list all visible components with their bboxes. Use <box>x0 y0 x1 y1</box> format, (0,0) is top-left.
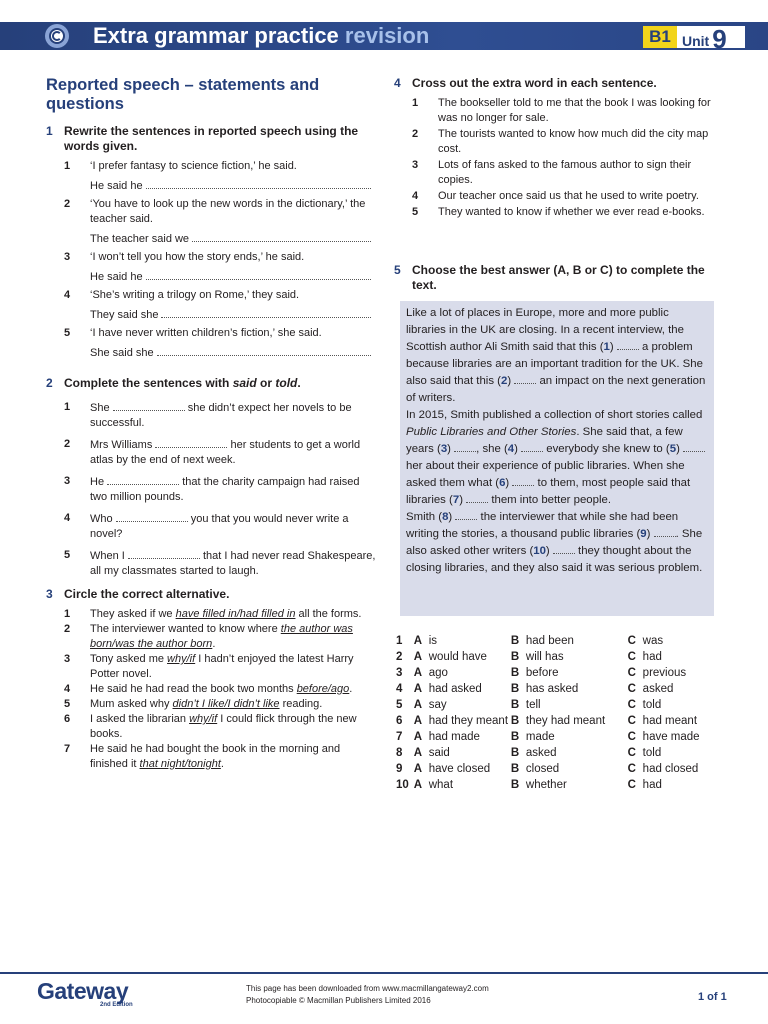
choice-option-b[interactable] <box>511 681 628 697</box>
choice-text: had <box>642 779 662 791</box>
choice-text: had <box>642 651 662 663</box>
item-post: all the forms. <box>295 608 362 620</box>
choice-letter: A <box>413 667 423 679</box>
item-pre: The interviewer wanted to know where <box>90 623 281 635</box>
choice-letter: C <box>627 715 636 727</box>
choice-text: was <box>642 635 664 647</box>
item-number: 2 <box>64 198 71 210</box>
exercise-instruction: Choose the best answer (A, B or C) to complete the text. <box>412 263 705 292</box>
exercise-3 <box>46 587 376 772</box>
item-body <box>82 697 376 712</box>
list-item <box>46 511 376 542</box>
edition-label: 2nd Edition <box>100 1002 133 1008</box>
item-number: 2 <box>64 623 71 635</box>
item-sentence[interactable]: They wanted to know if whether we ever read e-books. <box>438 206 705 218</box>
item-body <box>82 474 376 505</box>
choice-row <box>396 633 716 649</box>
choice-text: said <box>428 747 450 759</box>
gap-4[interactable] <box>521 442 543 452</box>
choice-number: 2 <box>396 651 403 663</box>
item-pre: He said he had read the book two months <box>90 683 297 695</box>
choice-option-c[interactable] <box>628 713 716 729</box>
exercise-3-heading <box>46 587 376 602</box>
answer-blank[interactable] <box>161 307 371 318</box>
item-pre: He said he had bought the book in the morning and finished it <box>90 743 341 770</box>
choice-text: has asked <box>525 683 579 695</box>
item-number: 2 <box>64 438 71 450</box>
item-number: 1 <box>412 97 419 109</box>
item-number: 5 <box>64 698 71 710</box>
item-body <box>82 622 376 652</box>
exercise-3-items <box>46 607 376 772</box>
gap-10[interactable] <box>553 544 575 554</box>
list-item <box>46 250 376 285</box>
choice-text: is <box>428 635 438 647</box>
choice-letter: C <box>627 635 636 647</box>
list-item <box>46 197 376 247</box>
choice-option-a[interactable] <box>410 681 511 697</box>
choice-text: had meant <box>642 715 698 727</box>
choice-option-b[interactable] <box>511 713 628 729</box>
choice-letter: C <box>627 651 636 663</box>
choice-text: will has <box>525 651 564 663</box>
list-item <box>46 712 376 742</box>
item-pre: They asked if we <box>90 608 176 620</box>
choice-option-b[interactable] <box>511 633 628 649</box>
exercise-1-items <box>46 159 376 361</box>
gap-5[interactable] <box>683 442 705 452</box>
answer-line <box>90 178 376 194</box>
choice-letter: A <box>413 747 423 759</box>
list-item <box>394 189 718 204</box>
list-item <box>46 326 376 361</box>
choice-letter: C <box>627 683 636 695</box>
page-title <box>93 22 429 50</box>
list-item <box>394 96 718 126</box>
item-prompt: ‘I won’t tell you how the story ends,’ he said. <box>90 251 305 263</box>
choice-text: asked <box>525 747 557 759</box>
answer-blank[interactable] <box>146 178 371 189</box>
exercise-5-heading <box>394 263 718 293</box>
choice-option-b[interactable] <box>511 777 628 793</box>
choice-option-a[interactable] <box>410 633 511 649</box>
list-item <box>46 474 376 505</box>
choice-letter: A <box>413 699 423 711</box>
list-item <box>46 288 376 323</box>
answer-blank[interactable] <box>128 548 200 559</box>
choice-letter: A <box>413 683 423 695</box>
item-body <box>82 288 376 323</box>
choice-option-b[interactable] <box>511 761 628 777</box>
text-paragraph-2: In 2015, Smith published a collection of short stories called Public Libraries and Other Stories. She said that, a few years (3) , she (4) everybody she knew to (5) her about their experience of public libraries. When she asked them what (6) to them, most people said that libraries (7) them into better people. <box>406 407 708 509</box>
item-number: 3 <box>64 475 71 487</box>
item-body <box>82 159 376 194</box>
choice-letter: B <box>510 747 520 759</box>
answer-line <box>90 345 376 361</box>
answer-choices <box>396 633 716 793</box>
exercise-2-items <box>46 400 376 579</box>
choice-letter: C <box>627 747 636 759</box>
item-prompt: ‘She’s writing a trilogy on Rome,’ they said. <box>90 289 300 301</box>
item-number: 5 <box>64 549 71 561</box>
answer-blank[interactable] <box>107 474 179 485</box>
footer-copyright: Photocopiable © Macmillan Publishers Limited 2016 <box>246 996 431 1005</box>
choice-letter: A <box>413 779 423 791</box>
alternative-choice[interactable]: why/if <box>167 653 196 665</box>
choice-option-b[interactable] <box>511 729 628 745</box>
item-prompt: ‘I have never written children’s fiction,’ she said. <box>90 327 322 339</box>
gateway-logo: Gateway <box>37 978 129 1004</box>
choice-text: had closed <box>642 763 699 775</box>
exercise-number: 5 <box>394 263 401 277</box>
gap-3[interactable] <box>454 442 476 452</box>
alternative-choice[interactable]: why/if <box>189 713 218 725</box>
choice-text: have closed <box>428 763 491 775</box>
item-post: reading. <box>279 698 323 710</box>
list-item <box>394 127 718 157</box>
list-item <box>394 158 718 188</box>
item-prompt: ‘I prefer fantasy to science fiction,’ he said. <box>90 160 297 172</box>
choice-text: closed <box>525 763 560 775</box>
alternative-choice[interactable]: before/ago <box>296 683 350 695</box>
footer-download-note: This page has been downloaded from www.macmillangateway2.com <box>246 984 489 993</box>
header-bar <box>0 22 768 54</box>
exercise-4-heading <box>394 76 718 91</box>
choice-text: before <box>525 667 559 679</box>
exercise-number: 4 <box>394 76 401 90</box>
reading-text-box <box>396 301 714 616</box>
choice-number: 1 <box>396 635 403 647</box>
text-paragraph-3: Smith (8) the interviewer that while she had been writing the stories, a thousand public libraries (9) . She also asked other writers (10) they thought about the closing libraries, and they also said it was serious problem. <box>406 511 703 574</box>
choice-number: 4 <box>396 683 403 695</box>
choice-option-c[interactable] <box>628 745 716 761</box>
list-item <box>46 697 376 712</box>
choice-row <box>396 713 716 729</box>
choice-text: had they meant <box>428 715 509 727</box>
choice-letter: C <box>627 667 636 679</box>
choice-letter: C <box>627 763 636 775</box>
item-body <box>82 437 376 468</box>
choice-option-c[interactable] <box>628 777 716 793</box>
alternative-choice[interactable]: didn’t I like/I didn’t like <box>172 698 280 710</box>
item-sentence[interactable]: The bookseller told to me that the book I was looking for was no longer for sale. <box>438 97 711 124</box>
gap-8[interactable] <box>455 510 477 520</box>
choice-letter: B <box>510 731 520 743</box>
item-sentence[interactable]: Our teacher once said us that he used to write poetry. <box>438 190 699 202</box>
choice-option-a[interactable] <box>410 713 511 729</box>
item-post: that I had never read Shakespeare, all my classmates started to laugh. <box>90 550 376 577</box>
item-post: I hadn’t enjoyed the latest Harry Potter novel. <box>90 653 354 680</box>
item-number: 4 <box>64 683 71 695</box>
answer-start: She said she <box>90 347 154 359</box>
item-number: 4 <box>412 190 419 202</box>
item-pre: Who <box>90 513 113 525</box>
exercise-1 <box>46 124 376 364</box>
exercise-number: 3 <box>46 587 53 601</box>
choice-number: 8 <box>396 747 403 759</box>
item-sentence[interactable]: Lots of fans asked to the famous author to sign their copies. <box>438 159 692 186</box>
choice-letter: B <box>510 715 520 727</box>
answer-line <box>90 269 376 285</box>
choice-option-a[interactable] <box>410 745 511 761</box>
choice-number: 6 <box>396 715 403 727</box>
choice-letter: B <box>510 651 520 663</box>
item-body <box>82 400 376 431</box>
choice-option-a[interactable] <box>410 649 511 665</box>
choice-option-c[interactable] <box>628 649 716 665</box>
choice-text: asked <box>642 683 674 695</box>
alternative-choice[interactable]: the author was born/was the author born <box>90 623 353 650</box>
list-item <box>46 607 376 622</box>
choice-option-c[interactable] <box>628 633 716 649</box>
choice-text: tell <box>525 699 541 711</box>
choice-option-a[interactable] <box>410 777 511 793</box>
choice-row <box>396 729 716 745</box>
choice-letter: B <box>510 683 520 695</box>
item-body <box>82 607 376 622</box>
item-number: 4 <box>64 512 71 524</box>
list-item <box>46 682 376 697</box>
footer-divider <box>0 972 768 974</box>
choice-number: 5 <box>396 699 403 711</box>
choice-text: told <box>642 747 662 759</box>
gap-9[interactable] <box>654 527 676 537</box>
choice-text: whether <box>525 779 567 791</box>
item-post: her students to get a world atlas by the end of next week. <box>90 439 361 466</box>
exercise-instruction: Rewrite the sentences in reported speech using the words given. <box>64 124 359 153</box>
item-body <box>82 548 376 579</box>
choice-option-b[interactable] <box>511 665 628 681</box>
item-body <box>82 652 376 682</box>
item-post: . <box>212 638 216 650</box>
item-number: 3 <box>64 251 71 263</box>
choice-letter: B <box>510 763 520 775</box>
choice-text: made <box>525 731 555 743</box>
unit-number: 9 <box>712 24 727 54</box>
list-item <box>46 159 376 194</box>
item-post: that the charity campaign had raised two million pounds. <box>90 476 360 503</box>
choice-option-c[interactable] <box>628 697 716 713</box>
choice-text: would have <box>428 651 487 663</box>
choice-letter: C <box>627 699 636 711</box>
item-body <box>82 326 376 361</box>
answer-blank[interactable] <box>157 345 371 356</box>
choice-option-c[interactable] <box>628 729 716 745</box>
item-sentence[interactable]: The tourists wanted to know how much did the city map cost. <box>438 128 709 155</box>
text-paragraph-1: Like a lot of places in Europe, more and more public libraries in the UK are closing. In a recent interview, the Scottish author Ali Smith said that this (1) a problem because libraries are an important tradition for the UK. She also said that this (2) an impact on the next generation of writers. <box>406 307 706 404</box>
level-badge: B1 <box>643 26 677 48</box>
choice-letter: B <box>510 699 520 711</box>
alternative-choice[interactable]: have filled in/had filled in <box>175 608 296 620</box>
item-number: 6 <box>64 713 71 725</box>
section-title: Reported speech – statements and questions <box>46 76 320 113</box>
answer-blank[interactable] <box>155 437 227 448</box>
gap-2[interactable] <box>514 374 536 384</box>
choice-letter: C <box>627 731 636 743</box>
choice-text: had asked <box>428 683 482 695</box>
item-number: 3 <box>64 653 71 665</box>
choice-row <box>396 681 716 697</box>
item-number: 1 <box>64 608 71 620</box>
answer-blank[interactable] <box>146 269 371 280</box>
title-accent: revision <box>344 23 430 48</box>
answer-blank[interactable] <box>192 231 371 242</box>
choice-row <box>396 665 716 681</box>
item-pre: She <box>90 402 110 414</box>
choice-text: told <box>642 699 662 711</box>
choice-row <box>396 761 716 777</box>
item-body <box>82 682 376 697</box>
choice-letter: A <box>413 635 423 647</box>
choice-number: 7 <box>396 731 403 743</box>
choice-letter: A <box>413 651 423 663</box>
choice-option-a[interactable] <box>410 697 511 713</box>
choice-row <box>396 745 716 761</box>
gap-1[interactable] <box>617 340 639 350</box>
item-prompt: ‘You have to look up the new words in the dictionary,’ the teacher said. <box>90 198 366 225</box>
item-number: 1 <box>64 160 71 172</box>
item-post: you that you would never write a novel? <box>90 513 349 540</box>
choice-option-b[interactable] <box>511 649 628 665</box>
list-item <box>46 742 376 772</box>
answer-line <box>90 307 376 323</box>
item-pre: Mum asked why <box>90 698 173 710</box>
item-number: 5 <box>412 206 419 218</box>
page-number: 1 of 1 <box>698 991 727 1003</box>
item-number: 4 <box>64 289 71 301</box>
item-pre: I asked the librarian <box>90 713 190 725</box>
item-number: 3 <box>412 159 419 171</box>
item-number: 1 <box>64 401 71 413</box>
choice-text: say <box>428 699 447 711</box>
choice-number: 10 <box>396 779 409 791</box>
choice-letter: B <box>510 779 520 791</box>
exercise-4-items <box>394 96 718 220</box>
item-pre: Tony asked me <box>90 653 168 665</box>
item-body <box>82 742 376 772</box>
alternative-choice[interactable]: that night/tonight <box>139 758 221 770</box>
item-post: I could flick through the new books. <box>90 713 357 740</box>
exercise-number: 2 <box>46 376 53 390</box>
item-number: 7 <box>64 743 71 755</box>
choice-letter: A <box>413 763 423 775</box>
answer-start: They said she <box>90 309 159 321</box>
list-item <box>46 548 376 579</box>
item-number: 2 <box>412 128 419 140</box>
item-body <box>82 712 376 742</box>
choice-option-c[interactable] <box>628 761 716 777</box>
title-main: Extra grammar practice <box>93 23 339 48</box>
exercise-2 <box>46 376 376 585</box>
choice-text: had made <box>428 731 480 743</box>
choice-text: ago <box>428 667 448 679</box>
choice-text: they had meant <box>525 715 606 727</box>
choice-text: had been <box>525 635 574 647</box>
choice-row <box>396 697 716 713</box>
choice-letter: B <box>510 667 520 679</box>
item-body <box>82 250 376 285</box>
answer-blank[interactable] <box>116 511 188 522</box>
item-pre: When I <box>90 550 125 562</box>
answer-start: He said he <box>90 271 143 283</box>
exercise-5 <box>394 263 718 293</box>
choice-text: what <box>428 779 454 791</box>
choice-text: have made <box>642 731 700 743</box>
choice-letter: A <box>413 731 423 743</box>
exercise-number: 1 <box>46 124 53 138</box>
choice-option-c[interactable] <box>628 681 716 697</box>
exercise-2-heading <box>46 376 376 391</box>
choice-option-a[interactable] <box>410 665 511 681</box>
exercise-instruction: Complete the sentences with said or told. <box>64 376 301 390</box>
unit-badge <box>677 24 745 54</box>
choice-number: 3 <box>396 667 403 679</box>
choice-letter: C <box>627 779 636 791</box>
choice-row <box>396 777 716 793</box>
list-item <box>46 400 376 431</box>
item-body <box>82 197 376 247</box>
choice-option-a[interactable] <box>410 761 511 777</box>
item-pre: He <box>90 476 105 488</box>
list-item <box>394 205 718 220</box>
choice-letter: A <box>413 715 423 727</box>
answer-blank[interactable] <box>113 400 185 411</box>
answer-line <box>90 231 376 247</box>
item-post: she didn’t expect her novels to be successful. <box>90 402 352 429</box>
choice-number: 9 <box>396 763 403 775</box>
gap-7[interactable] <box>466 493 488 503</box>
list-item <box>46 437 376 468</box>
choice-option-b[interactable] <box>511 697 628 713</box>
list-item <box>46 622 376 652</box>
gap-6[interactable] <box>512 476 534 486</box>
item-post: . <box>349 683 353 695</box>
choice-option-c[interactable] <box>628 665 716 681</box>
unit-label: Unit <box>682 33 710 49</box>
choice-text: previous <box>642 667 687 679</box>
exercise-instruction: Circle the correct alternative. <box>64 587 230 601</box>
answer-start: The teacher said we <box>90 233 190 245</box>
choice-letter: B <box>510 635 520 647</box>
answer-start: He said he <box>90 180 143 192</box>
item-body <box>82 511 376 542</box>
gear-logo-icon <box>44 23 70 49</box>
exercise-1-heading <box>46 124 376 154</box>
exercise-instruction: Cross out the extra word in each sentence. <box>412 76 657 90</box>
choice-option-a[interactable] <box>410 729 511 745</box>
footer-credits <box>246 983 489 1007</box>
item-post: . <box>220 758 224 770</box>
item-pre: Mrs Williams <box>90 439 153 451</box>
choice-option-b[interactable] <box>511 745 628 761</box>
list-item <box>46 652 376 682</box>
choice-row <box>396 649 716 665</box>
item-number: 5 <box>64 327 71 339</box>
exercise-4 <box>394 76 718 221</box>
